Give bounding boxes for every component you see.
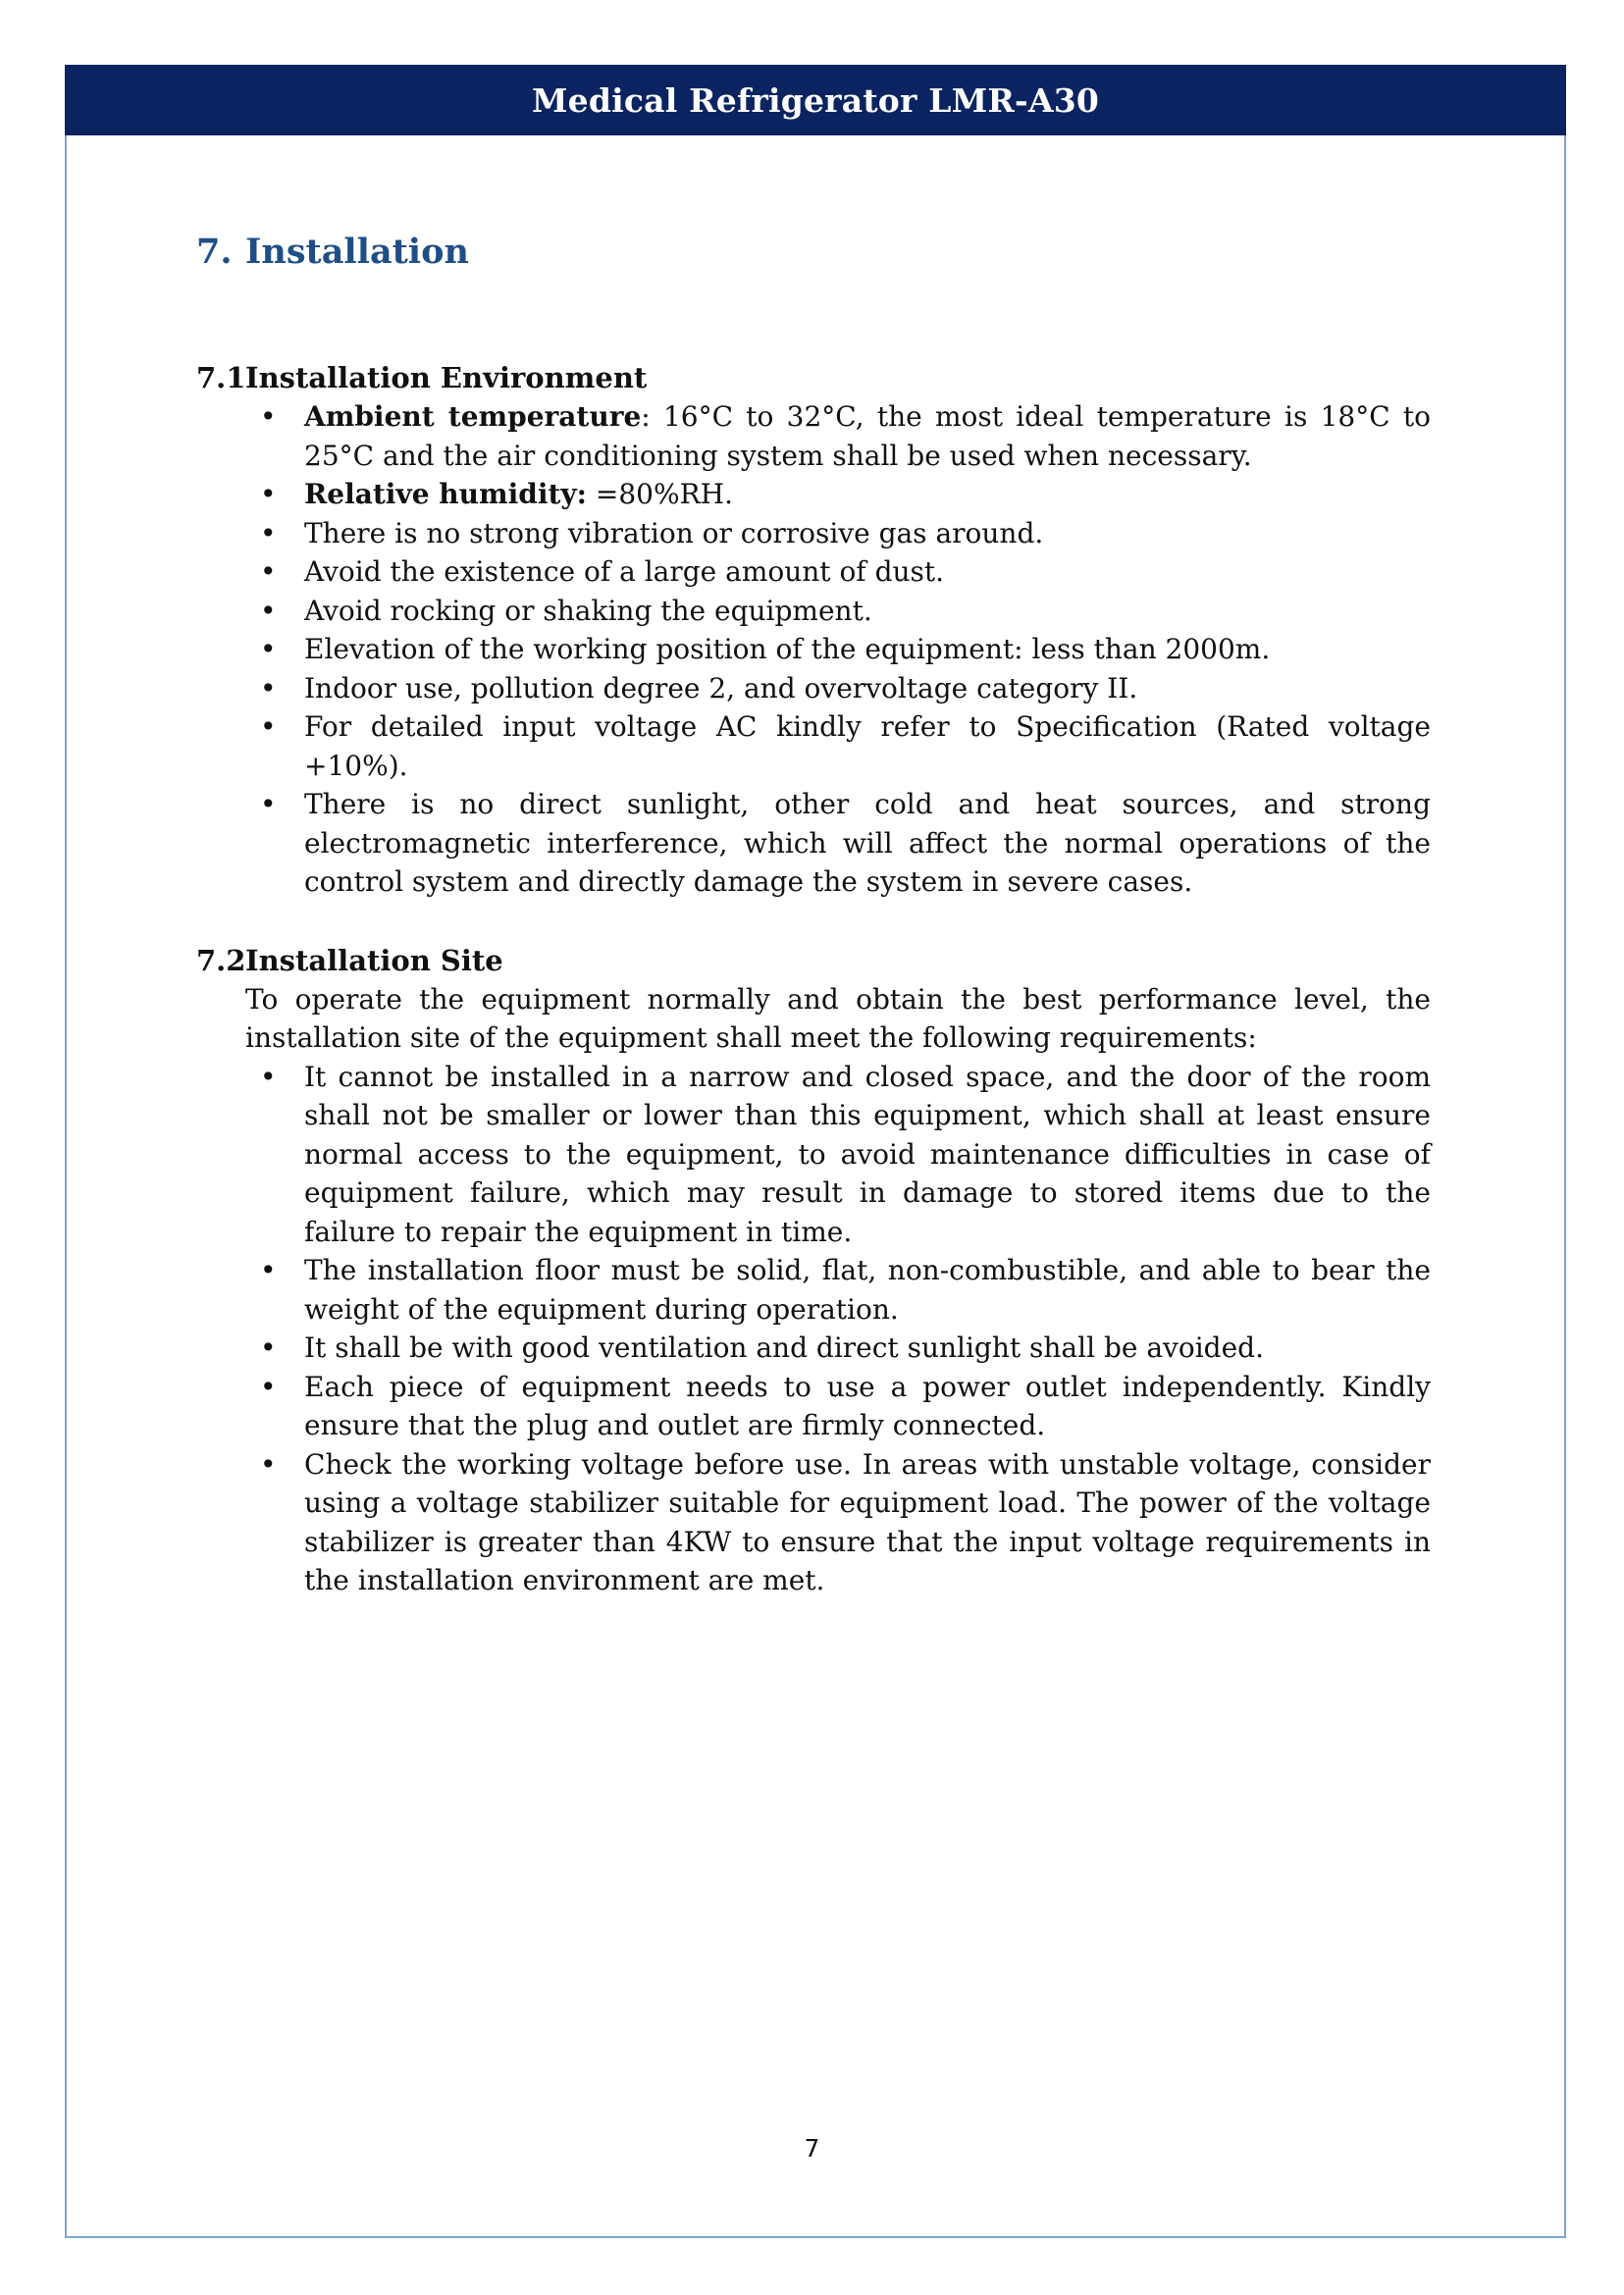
bullet-icon: •: [260, 1447, 277, 1481]
section-title: Installation Site: [245, 943, 503, 977]
list-item: [260, 397, 1431, 475]
list-item: [260, 785, 1431, 902]
bullet-icon: •: [260, 671, 277, 704]
list-item: [260, 1058, 1431, 1252]
section-number: 7.1: [196, 361, 246, 394]
bullet-bold-label: Ambient temperature: [304, 400, 642, 433]
header-bar: [65, 65, 1566, 135]
page-content: [196, 232, 1431, 1640]
bullet-text: =80%RH.: [587, 478, 733, 510]
section-installation-environment: [196, 358, 1431, 902]
section-title: Installation Environment: [245, 361, 648, 394]
section-installation-site: [196, 941, 1431, 1600]
bullet-text: Check the working voltage before use. In areas with unstable voltage, consider using a voltage stabilizer suitable for equipment load. The power of the voltage stabilizer is greater than 4KW to ensure that the input voltage requirements in the installation environment are met.: [304, 1447, 1431, 1596]
bullet-text: Avoid the existence of a large amount of dust.: [304, 555, 945, 588]
bullet-icon: •: [260, 1331, 277, 1364]
bullet-bold-label: Relative humidity:: [304, 478, 587, 510]
bullet-text: The installation floor must be solid, flat, non-combustible, and able to bear the weight of the equipment during operation.: [304, 1254, 1431, 1326]
list-item: [260, 552, 1431, 592]
bullet-icon: •: [260, 594, 277, 627]
bullet-icon: •: [260, 710, 277, 743]
document-title: Medical Refrigerator LMR-A30: [531, 80, 1100, 120]
list-item: [260, 1368, 1431, 1445]
bullet-text: There is no direct sunlight, other cold and heat sources, and strong electromagnetic interference, which will affect the normal operations of the control system and directly damage the system in severe cases.: [304, 788, 1431, 898]
bullet-text: Avoid rocking or shaking the equipment.: [304, 594, 872, 627]
bullet-icon: •: [260, 478, 277, 510]
list-item: [260, 1329, 1431, 1368]
section-intro: To operate the equipment normally and obtain the best performance level, the installation site of the equipment shall meet the following requirements:: [245, 982, 1431, 1054]
bullet-icon: •: [260, 788, 277, 820]
section-heading: [196, 941, 1431, 980]
bullet-text: Indoor use, pollution degree 2, and overvoltage category II.: [304, 671, 1138, 704]
list-item: [260, 669, 1431, 708]
bullet-text: : 16°C to 32°C, the most ideal temperature is 18°C to 25°C and the air conditioning system shall be used when necessary.: [304, 400, 1431, 472]
section-number: 7.2: [196, 943, 246, 977]
bullet-icon: •: [260, 1370, 277, 1403]
environment-bullet-list: [196, 397, 1431, 902]
list-item: [260, 592, 1431, 631]
bullet-text: It shall be with good ventilation and direct sunlight shall be avoided.: [304, 1331, 1264, 1364]
bullet-icon: •: [260, 1060, 277, 1093]
bullet-text: There is no strong vibration or corrosive gas around.: [304, 516, 1044, 549]
bullet-icon: •: [260, 555, 277, 588]
bullet-text: It cannot be installed in a narrow and closed space, and the door of the room shall not be smaller or lower than this equipment, which shall at least ensure normal access to the equipment, to avoid maintenance difficulties in case of equipment failure, which may result in damage to stored items due to the failure to repair the equipment in time.: [304, 1060, 1431, 1248]
section-heading: [196, 358, 1431, 397]
list-item: [260, 1445, 1431, 1600]
list-item: [260, 630, 1431, 669]
bullet-icon: •: [260, 516, 277, 549]
bullet-text: For detailed input voltage AC kindly refer to Specification (Rated voltage +10%).: [304, 710, 1431, 782]
bullet-icon: •: [260, 400, 277, 433]
chapter-number: 7.: [196, 232, 233, 272]
list-item: [260, 707, 1431, 785]
bullet-icon: •: [260, 633, 277, 665]
chapter-heading: [196, 232, 1431, 272]
page-number: 7: [804, 2134, 820, 2163]
bullet-text: Each piece of equipment needs to use a power outlet independently. Kindly ensure that the plug and outlet are firmly connected.: [304, 1370, 1431, 1441]
bullet-text: Elevation of the working position of the equipment: less than 2000m.: [304, 633, 1271, 665]
list-item: [260, 1251, 1431, 1329]
chapter-title: Installation: [245, 232, 469, 272]
list-item: [260, 514, 1431, 553]
site-bullet-list: [196, 1058, 1431, 1600]
list-item: [260, 475, 1431, 514]
bullet-icon: •: [260, 1254, 277, 1286]
